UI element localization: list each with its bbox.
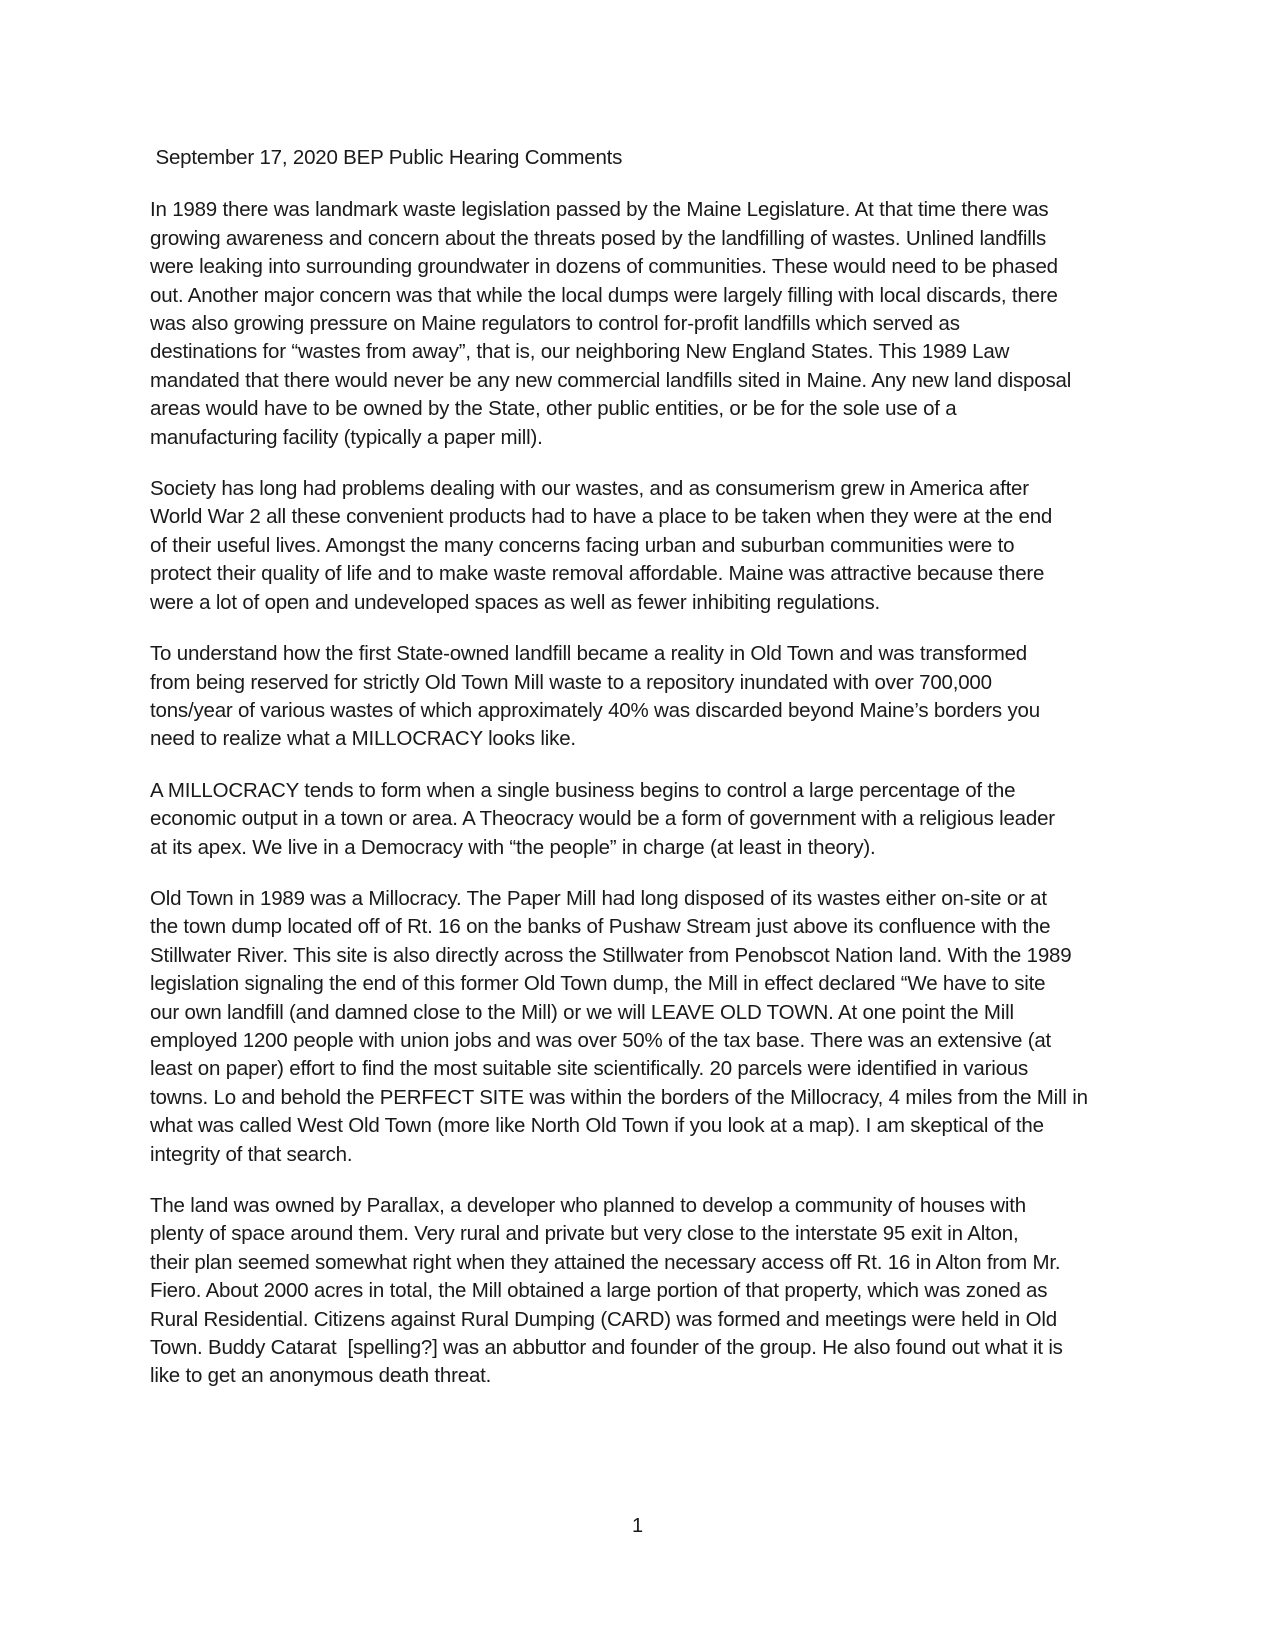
text-line: Old Town in 1989 was a Millocracy. The Paper Mill had long disposed of its wastes either on-site or at	[150, 886, 1047, 910]
text-line: A MILLOCRACY tends to form when a single business begins to control a large percentage of the	[150, 778, 1016, 802]
document-title: September 17, 2020 BEP Public Hearing Comments	[150, 146, 623, 169]
paragraph-society-wastes	[150, 475, 1140, 617]
text-line: was also growing pressure on Maine regulators to control for-profit landfills which served as	[150, 312, 960, 336]
text-line: tons/year of various wastes of which approximately 40% was discarded beyond Maine’s borders you	[150, 698, 1040, 722]
text-line: Stillwater River. This site is also directly across the Stillwater from Penobscot Nation land. With the 1989	[150, 943, 1072, 967]
text-line: were a lot of open and undeveloped spaces as well as fewer inhibiting regulations.	[150, 590, 881, 614]
text-line: World War 2 all these convenient products had to have a place to be taken when they were at the end	[150, 505, 1053, 529]
text-line: growing awareness and concern about the threats posed by the landfilling of wastes. Unlined landfills	[150, 226, 1047, 250]
text-line: Town. Buddy Catarat [spelling?] was an abbuttor and founder of the group. He also found out what it is	[150, 1336, 1063, 1360]
text-line: economic output in a town or area. A Theocracy would be a form of government with a religious leader	[150, 807, 1055, 831]
text-line: were leaking into surrounding groundwater in dozens of communities. These would need to be phased	[150, 255, 1058, 279]
text-line: mandated that there would never be any new commercial landfills sited in Maine. Any new land disposal	[150, 368, 1072, 392]
text-line: protect their quality of life and to make waste removal affordable. Maine was attractive because there	[150, 562, 1045, 586]
paragraph-old-town-millocracy	[150, 885, 1140, 1169]
text-line: areas would have to be owned by the State, other public entities, or be for the sole use of a	[150, 397, 957, 421]
text-line: Rural Residential. Citizens against Rural Dumping (CARD) was formed and meetings were held in Old	[150, 1307, 1057, 1331]
text-line: plenty of space around them. Very rural and private but very close to the interstate 95 exit in Alton,	[150, 1222, 1019, 1246]
text-line: towns. Lo and behold the PERFECT SITE was within the borders of the Millocracy, 4 miles from the Mill in	[150, 1085, 1088, 1109]
text-line: In 1989 there was landmark waste legislation passed by the Maine Legislature. At that time there was	[150, 198, 1049, 222]
text-line: manufacturing facility (typically a paper mill).	[150, 425, 543, 449]
text-line: Society has long had problems dealing with our wastes, and as consumerism grew in America after	[150, 477, 1029, 501]
text-line: our own landfill (and damned close to the Mill) or we will LEAVE OLD TOWN. At one point the Mill	[150, 1000, 1014, 1024]
page-number: 1	[631, 1515, 644, 1537]
paragraph-state-owned-landfill	[150, 640, 1140, 754]
paragraph-parallax-land	[150, 1192, 1140, 1391]
text-line: of their useful lives. Amongst the many concerns facing urban and suburban communities were to	[150, 533, 1015, 557]
paragraph-millocracy-definition	[150, 777, 1140, 862]
text-line: integrity of that search.	[150, 1142, 353, 1166]
paragraph-intro-1989-law	[150, 196, 1140, 452]
text-line: legislation signaling the end of this former Old Town dump, the Mill in effect declared “We have to site	[150, 972, 1046, 996]
text-line: need to realize what a MILLOCRACY looks like.	[150, 727, 576, 751]
text-line: like to get an anonymous death threat.	[150, 1364, 492, 1388]
text-line: Fiero. About 2000 acres in total, the Mill obtained a large portion of that property, which was zoned as	[150, 1279, 1048, 1303]
document-content	[150, 144, 1140, 1414]
text-line: destinations for “wastes from away”, that is, our neighboring New England States. This 1989 Law	[150, 340, 1010, 364]
text-line: least on paper) effort to find the most suitable site scientifically. 20 parcels were identified in various	[150, 1057, 1029, 1081]
text-line: the town dump located off of Rt. 16 on the banks of Pushaw Stream just above its confluence with the	[150, 915, 1051, 939]
text-line: employed 1200 people with union jobs and was over 50% of the tax base. There was an extensive (at	[150, 1028, 1052, 1052]
text-line: The land was owned by Parallax, a developer who planned to develop a community of houses with	[150, 1194, 1026, 1217]
text-line: their plan seemed somewhat right when they attained the necessary access off Rt. 16 in Alton from Mr.	[150, 1250, 1061, 1274]
text-line: To understand how the first State-owned landfill became a reality in Old Town and was transformed	[150, 642, 1028, 666]
text-line: what was called West Old Town (more like North Old Town if you look at a map). I am skeptical of the	[150, 1114, 1044, 1138]
text-line: out. Another major concern was that while the local dumps were largely filling with local discards, there	[150, 283, 1058, 307]
text-line: at its apex. We live in a Democracy with “the people” in charge (at least in theory).	[150, 835, 876, 859]
text-line: from being reserved for strictly Old Town Mill waste to a repository inundated with over 700,000	[150, 670, 992, 694]
